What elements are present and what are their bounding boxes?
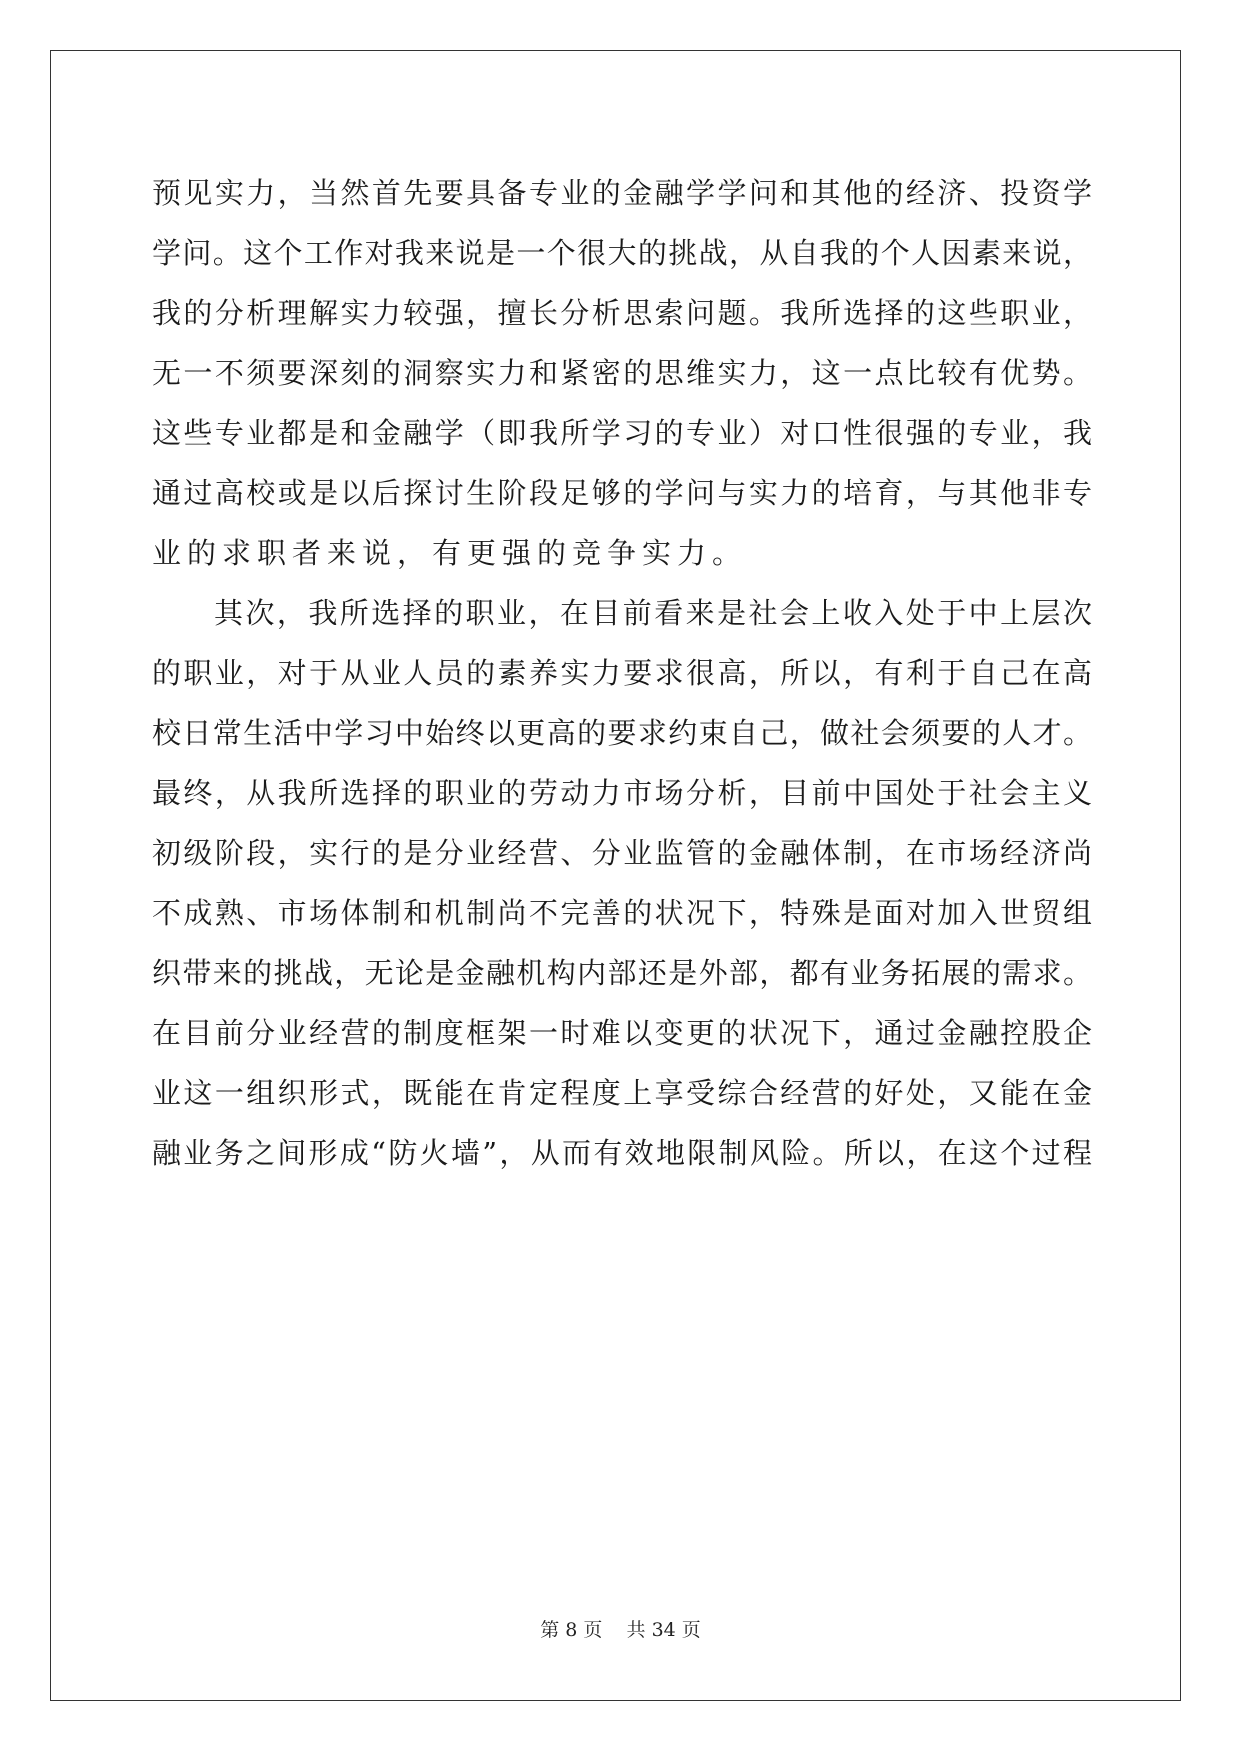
text-line: 无一不须要深刻的洞察实力和紧密的思维实力，这一点比较有优势。 xyxy=(152,356,1092,390)
text-line: 的职业，对于从业人员的素养实力要求很高，所以，有利于自己在高 xyxy=(152,656,1092,690)
text-line: 织带来的挑战，无论是金融机构内部还是外部，都有业务拓展的需求。 xyxy=(152,956,1092,990)
text-line: 校日常生活中学习中始终以更高的要求约束自己，做社会须要的人才。 xyxy=(152,716,1092,750)
text-line: 通过高校或是以后探讨生阶段足够的学问与实力的培育，与其他非专 xyxy=(152,476,1092,510)
text-line: 学问。这个工作对我来说是一个很大的挑战，从自我的个人因素来说， xyxy=(152,236,1092,270)
text-line: 业的求职者来说，有更强的竞争实力。 xyxy=(152,536,748,570)
text-line: 不成熟、市场体制和机制尚不完善的状况下，特殊是面对加入世贸组 xyxy=(152,896,1092,930)
document-body xyxy=(152,163,1092,1183)
text-line: 在目前分业经营的制度框架一时难以变更的状况下，通过金融控股企 xyxy=(152,1016,1092,1050)
text-line: 这些专业都是和金融学（即我所学习的专业）对口性很强的专业，我 xyxy=(152,416,1092,450)
text-line: 融业务之间形成“防火墙”，从而有效地限制风险。所以，在这个过程 xyxy=(152,1136,1092,1170)
text-line: 我的分析理解实力较强，擅长分析思索问题。我所选择的这些职业， xyxy=(152,296,1092,330)
paragraph-first-line: 其次，我所选择的职业，在目前看来是社会上收入处于中上层次 xyxy=(214,596,1092,630)
page-number: 第 8 页 xyxy=(540,1619,603,1641)
text-line: 初级阶段，实行的是分业经营、分业监管的金融体制，在市场经济尚 xyxy=(152,836,1092,870)
text-line: 预见实力，当然首先要具备专业的金融学学问和其他的经济、投资学 xyxy=(152,176,1092,210)
text-line: 业这一组织形式，既能在肯定程度上享受综合经营的好处，又能在金 xyxy=(152,1076,1092,1110)
page-footer xyxy=(0,1618,1241,1642)
page-total: 共 34 页 xyxy=(626,1619,701,1641)
text-line: 最终，从我所选择的职业的劳动力市场分析，目前中国处于社会主义 xyxy=(152,776,1092,810)
